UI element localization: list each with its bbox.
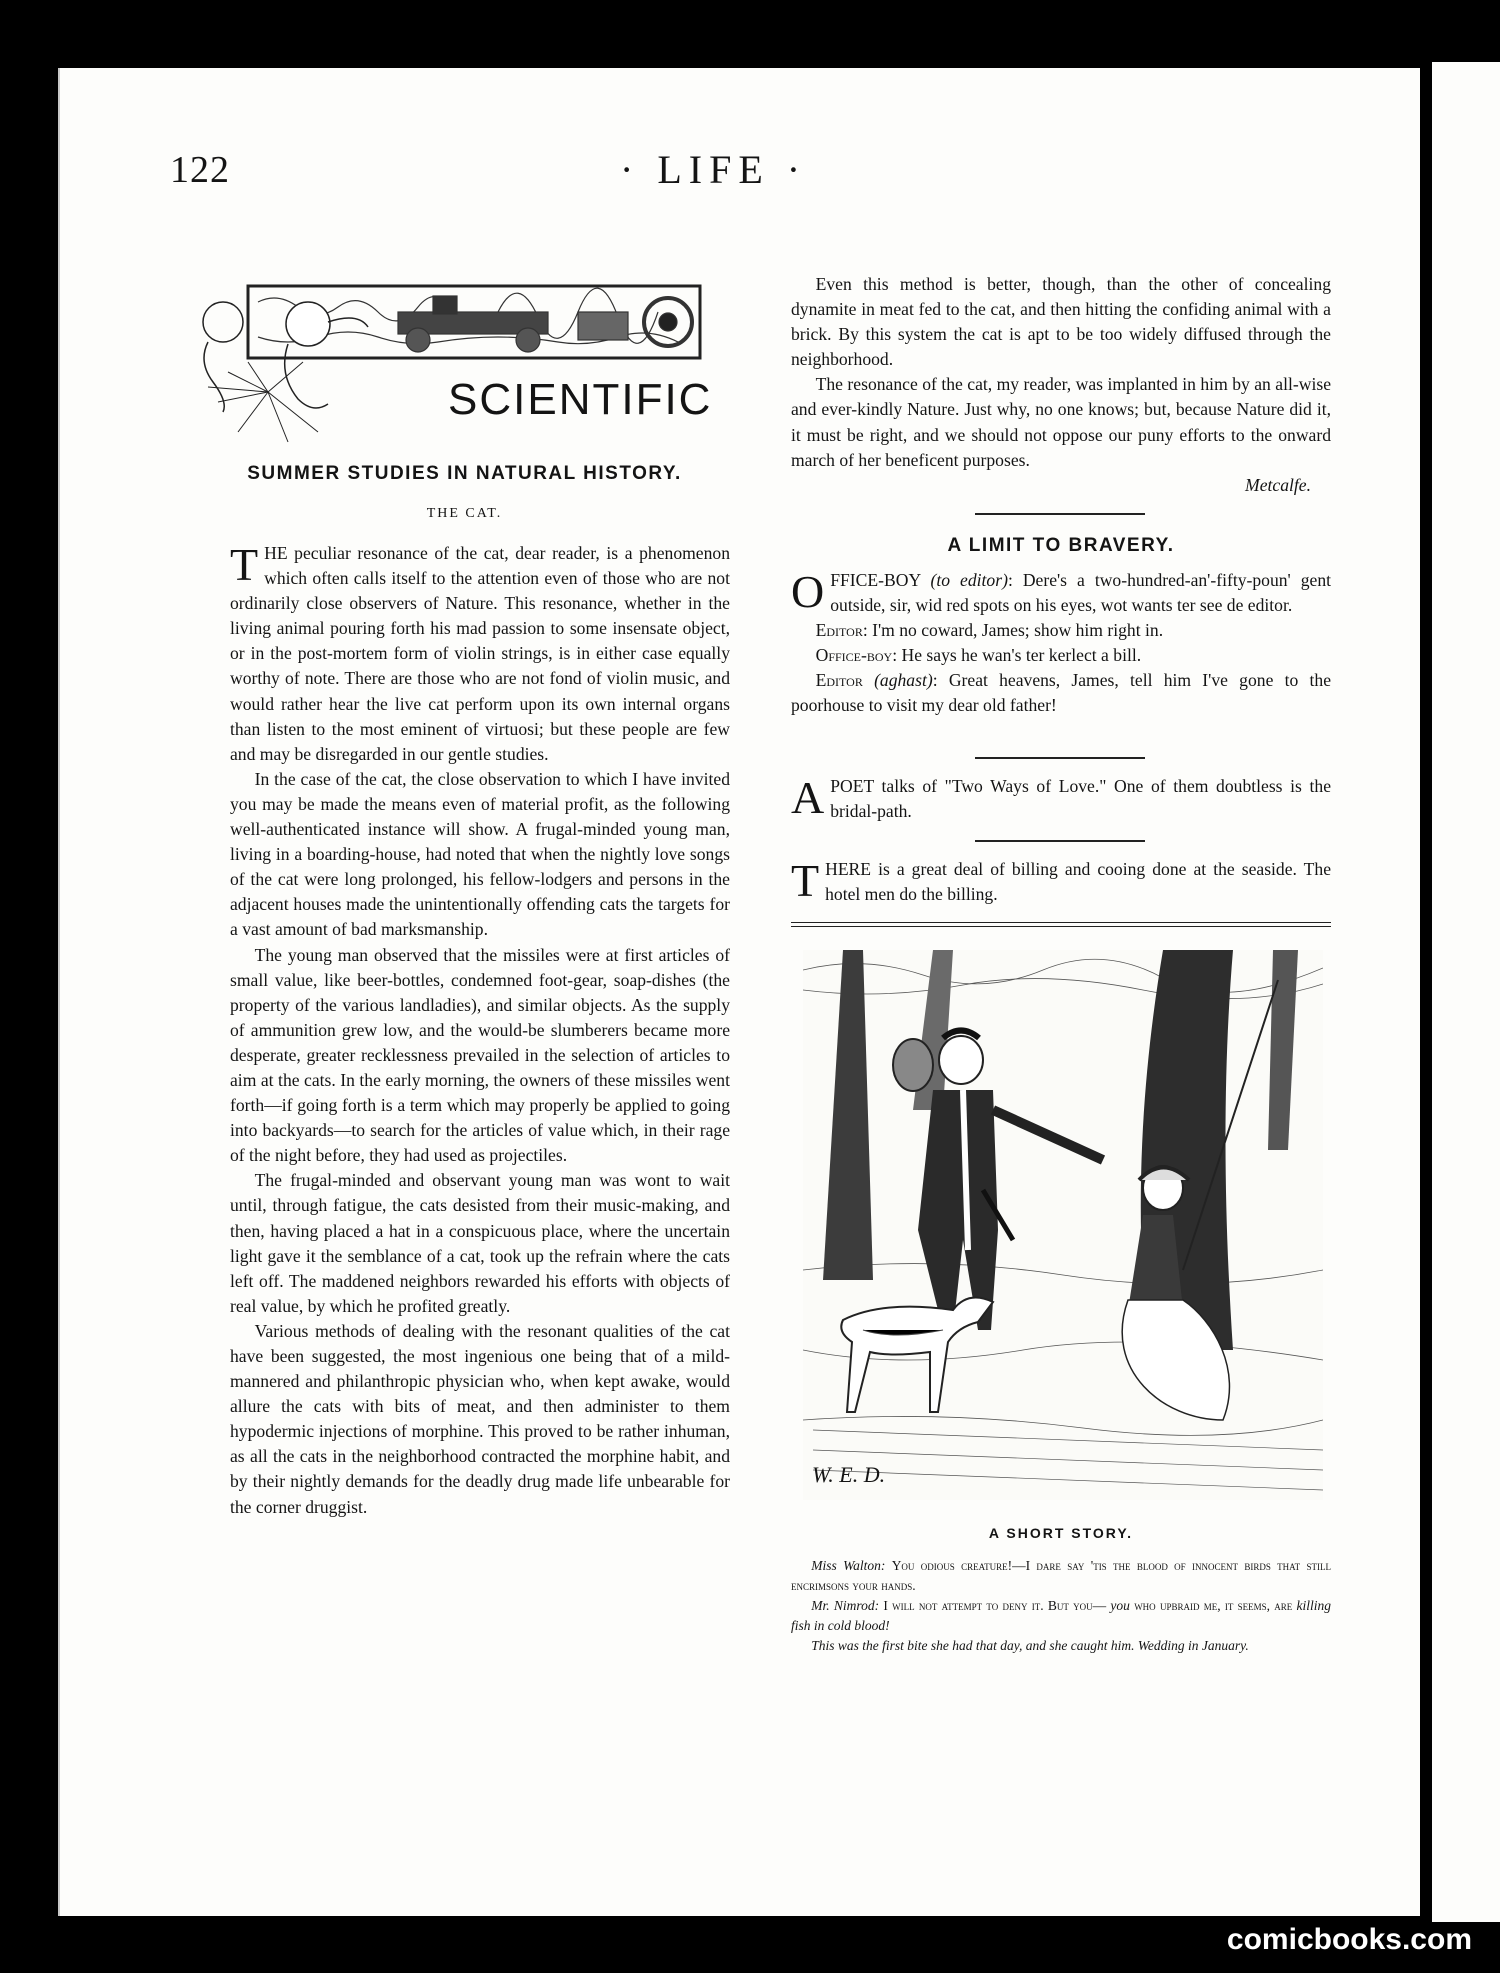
paragraph: The frugal-minded and observant young man was wont to wait until, through fatigue, the cats desisted from their music-making, and then, having placed a hat in a conspicuous place, where the uncertain light gave it the semblance of a cat, took up the refrain where the cats left off. The maddened neighbors rewarded his efforts with objects of real value, by which he profited greatly.	[230, 1170, 730, 1316]
section-divider	[975, 840, 1145, 842]
speaker: Mr. Nimrod:	[811, 1598, 880, 1613]
speaker: Office-boy	[815, 645, 893, 666]
cartoon-illustration	[803, 950, 1323, 1500]
drop-cap: O	[791, 566, 825, 617]
author-signature: Metcalfe.	[1245, 474, 1311, 495]
double-rule-divider	[791, 922, 1331, 927]
article-title: A LIMIT TO BRAVERY.	[947, 535, 1175, 556]
watermark: comicbooks.com	[1226, 1923, 1472, 1956]
dialogue-text: : I'm no coward, James; show him right in.	[862, 620, 1164, 641]
article-body-column-2	[791, 272, 1331, 498]
dialogue-line	[791, 618, 1331, 643]
article-title: SUMMER STUDIES IN NATURAL HISTORY.	[247, 463, 682, 484]
paragraph	[230, 541, 730, 767]
caption-title: A SHORT STORY.	[988, 1525, 1134, 1541]
dialogue-line	[791, 568, 1331, 618]
joke-block	[791, 857, 1331, 907]
paragraph: Various methods of dealing with the resonant qualities of the cat have been suggested, the most ingenious one being that of a mild-mannered and philanthropic physician who, when kept awake, would allure the cats with bits of meat, and then administer to them hypodermic injections of morphine. This proved to be rather inhuman, as all the cats in the neighborhood contracted the morphine habit, and by their nightly demands for the deadly drug made life unbearable for the corner druggist.	[230, 1320, 730, 1517]
article-subtitle: THE CAT.	[426, 506, 503, 521]
caption-text: you	[1110, 1598, 1130, 1613]
caption-text: This was the first bite she had that day, and she caught him. Wedding in January.	[811, 1638, 1249, 1653]
joke-text	[791, 774, 1331, 824]
dialogue-block	[791, 568, 1331, 719]
page-number: 122	[170, 149, 230, 191]
dialogue-text: : He says he wan's ter kerlect a bill.	[892, 645, 1142, 666]
joke-block	[791, 774, 1331, 824]
caption-text: You odious creature!—I dare say 'tis the blood of innocent birds that still encrimsons your hands.	[791, 1558, 1331, 1593]
dialogue-line	[791, 643, 1331, 668]
caption-line	[791, 1556, 1331, 1596]
masthead: · LIFE ·	[620, 147, 808, 192]
caption-text: I will not attempt to deny it. But you—	[883, 1598, 1107, 1613]
paragraph: The young man observed that the missiles were at first articles of small value, like beer-bottles, condemned foot-gear, soap-dishes (the property of the various landladies), and similar objects. As the supply of ammunition grew low, and the would-be slumberers became more desperate, greater recklessness prevailed in the selection of articles to aim at the cats. In the early morning, the owners of these missiles went forth—if going forth is a term which may properly be applied to going into backyards—to search for the articles of value which, in their rage of the night before, they had used as projectiles.	[230, 944, 730, 1166]
paragraph: In the case of the cat, the close observation to which I have invited you may be made the means even of material profit, as the following well-authenticated instance will show. A frugal-minded young man, living in a boarding-house, had noted that when the nightly love songs of the cat were long prolonged, his fellow-lodgers and persons in the adjacent houses made the unintentionally offending cats the targets for a vast amount of bad marksmanship.	[230, 768, 730, 940]
cartoon-caption	[791, 1556, 1331, 1656]
joke-text	[791, 857, 1331, 907]
paragraph: The resonance of the cat, my reader, was implanted in him by an all-wise and ever-kindly Nature. Just why, no one knows; but, because Nature did it, it must be right, and we should not oppose our puny efforts to the onward march of her beneficent purposes.	[791, 374, 1331, 470]
adjacent-page-edge	[1432, 62, 1500, 1922]
stage-direction: (to editor)	[930, 570, 1008, 590]
paragraph-text: HE peculiar resonance of the cat, dear reader, is a phenomenon which often calls itself to the attention even of those who are not ordinarily close observers of Nature. This resonance, whether in the living animal pouring forth his mad passion to some insensate object, or in the post-mortem form of violin strings, is in either case equally worthy of note. There are those who are not fond of violin music, and would rather hear the live cat perform upon its own internal organs than listen to the most eminent of virtuosi; but these people are few and may be disregarded in our gentle studies.	[230, 543, 730, 764]
drop-cap: T	[230, 539, 259, 590]
speaker: Editor	[815, 670, 863, 691]
stage-direction: (aghast)	[874, 670, 933, 691]
paragraph: Even this method is better, though, than the other of concealing dynamite in meat fed to the cat, and then hitting the confiding animal with a brick. By this system the cat is apt to be too widely diffused through the neighborhood.	[791, 274, 1331, 370]
dialogue-line	[791, 668, 1331, 718]
speaker: FFICE-BOY	[830, 570, 921, 590]
section-divider	[975, 757, 1145, 759]
dialogue-text: : Dere's a two-hundred-an'-fifty-poun' gent outside, sir, wid red spots on his eyes, wot wants ter see de editor.	[830, 570, 1332, 616]
banner-title: SCIENTIFIC	[448, 375, 713, 424]
speaker: Editor	[815, 620, 863, 641]
caption-text: killing fish in cold blood!	[791, 1598, 1331, 1633]
caption-line	[791, 1596, 1331, 1636]
drop-cap: T	[791, 855, 820, 906]
dialogue-text: : Great heavens, James, tell him I've gone to the poorhouse to visit my dear old father!	[791, 670, 1332, 716]
paragraph-text: HERE is a great deal of billing and cooing done at the seaside. The hotel men do the billing.	[825, 859, 1331, 905]
speaker: Miss Walton:	[811, 1558, 886, 1573]
drop-cap: A	[791, 772, 825, 823]
caption-line	[791, 1636, 1331, 1656]
section-divider	[975, 513, 1145, 515]
article-body-column-1	[230, 541, 730, 1520]
artist-signature: W. E. D.	[812, 1462, 886, 1487]
caption-text: who upbraid me, it seems, are	[1134, 1598, 1293, 1613]
paragraph-text: POET talks of "Two Ways of Love." One of them doubtless is the bridal-path.	[830, 776, 1331, 822]
